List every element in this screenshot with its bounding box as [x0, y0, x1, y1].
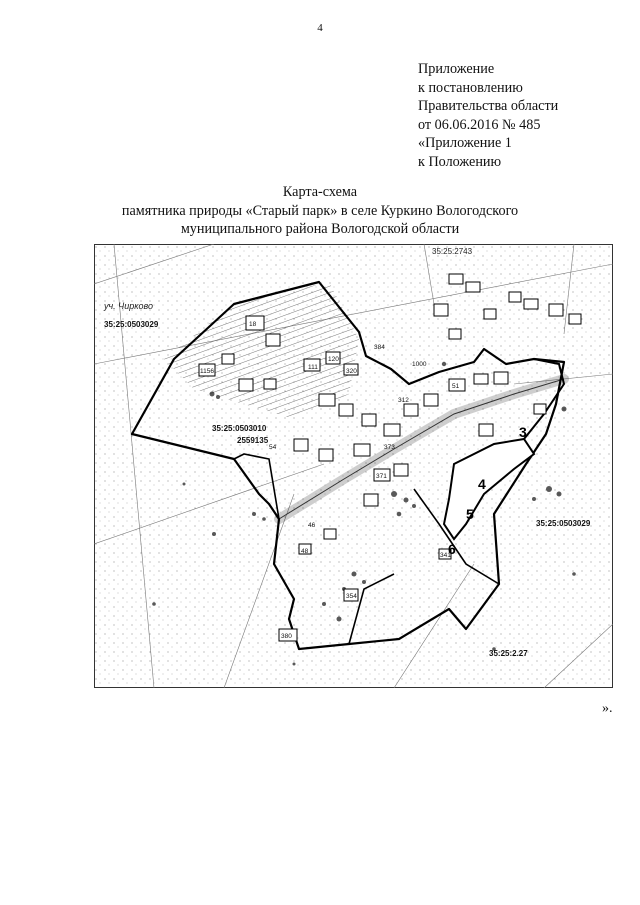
- cadastral-block-south: 35:25:2.27: [489, 649, 528, 658]
- boundary-point: 3: [519, 424, 527, 440]
- annex-line: от 06.06.2016 № 485: [418, 116, 541, 133]
- village-label: уч. Чирково: [104, 301, 153, 311]
- parcel-number: 371: [376, 473, 387, 480]
- cadastral-block-center: 35:25:0503010: [212, 424, 267, 433]
- parcel-number: 354: [346, 593, 357, 600]
- cadastral-block-top: 35:25:2743: [432, 247, 473, 256]
- parcel-number: 18: [249, 321, 257, 328]
- annex-line: к постановлению: [418, 79, 523, 96]
- title-line-2: памятника природы «Старый парк» в селе Куркино Вологодского: [121, 202, 519, 219]
- parcel-number: 54: [269, 444, 277, 451]
- parcel-number: 51: [452, 383, 460, 390]
- parcel-number: 46: [308, 522, 316, 529]
- parcel-number: 341: [440, 552, 451, 559]
- parcel-number: 380: [281, 633, 292, 640]
- parcel-number: 384: [374, 344, 385, 351]
- annex-block: [418, 60, 558, 172]
- parcel-number: 120: [328, 356, 339, 363]
- boundary-point: 5: [466, 506, 474, 522]
- cadastral-block-nw: 35:25:0503029: [104, 320, 159, 329]
- title-line-3: муниципального района Вологодской области: [180, 221, 460, 238]
- cadastral-parcel-center: 2559135: [237, 436, 269, 445]
- parcel-number: 320: [346, 368, 357, 375]
- parcel-number: 1000: [412, 361, 427, 368]
- annex-line: «Приложение 1: [418, 135, 512, 152]
- map-frame: [95, 245, 613, 688]
- cadastral-map: [94, 244, 613, 688]
- title-line-1: Карта-схема: [282, 184, 358, 200]
- boundary-point: 4: [478, 476, 486, 492]
- closing-quote: ».: [602, 701, 613, 716]
- cadastral-block-east: 35:25:0503029: [536, 519, 591, 528]
- parcel-number: 48: [301, 548, 309, 555]
- annex-line: к Положению: [418, 153, 502, 170]
- annex-line: Правительства области: [418, 98, 559, 115]
- document-title: [0, 183, 640, 239]
- parcel-number: 111: [308, 364, 318, 371]
- annex-line: Приложение: [418, 61, 495, 77]
- parcel-number: 373: [384, 444, 395, 451]
- parcel-number: 312: [398, 397, 409, 404]
- page-number: 4: [317, 22, 323, 34]
- boundary-point: 6: [448, 541, 456, 557]
- parcel-number: 1156: [200, 368, 214, 375]
